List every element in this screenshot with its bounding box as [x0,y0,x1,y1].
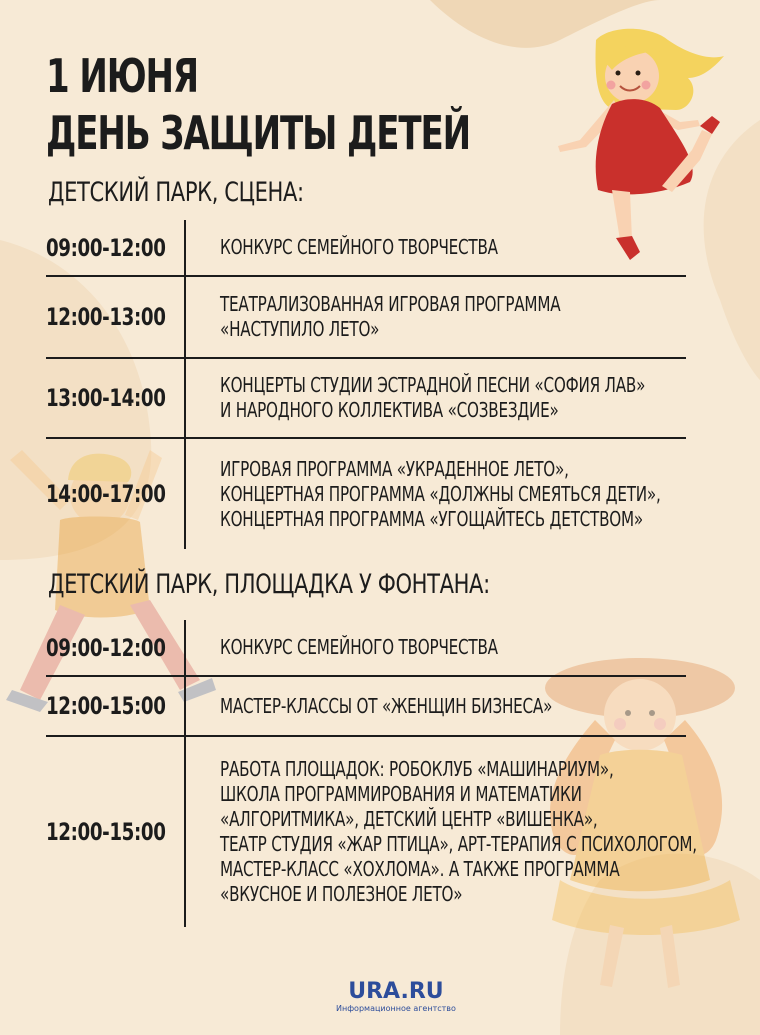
event-description: КОНКУРС СЕМЕЙНОГО ТВОРЧЕСТВА [220,235,498,259]
table-row [46,277,686,359]
logo-name: URA.RU [348,979,444,1004]
event-description: МАСТЕР-КЛАССЫ ОТ «ЖЕНЩИН БИЗНЕСА» [220,693,553,718]
event-description: КОНЦЕРТНАЯ ПРОГРАММА «УГОЩАЙТЕСЬ ДЕТСТВОМ» [220,506,643,531]
table-row [46,220,686,277]
time-slot: 12:00-15:00 [46,818,166,846]
time-slot: 09:00-12:00 [46,233,166,262]
event-description: ТЕАТРАЛИЗОВАННАЯ ИГРОВАЯ ПРОГРАММА [220,292,561,316]
page-title-event: ДЕНЬ ЗАЩИТЫ ДЕТЕЙ [46,106,471,160]
event-description: КОНЦЕРТЫ СТУДИИ ЭСТРАДНОЙ ПЕСНИ «СОФИЯ ЛАВ» [220,373,646,397]
event-description: ТЕАТР СТУДИЯ «ЖАР ПТИЦА», АРТ-ТЕРАПИЯ С ПСИХОЛОГОМ, [220,832,697,856]
event-description: РАБОТА ПЛОЩАДОК: РОБОКЛУБ «МАШИНАРИУМ», [220,757,614,781]
ura-ru-logo [336,980,456,1014]
time-slot: 13:00-14:00 [46,384,166,412]
time-slot: 14:00-17:00 [46,480,166,508]
event-description: «НАСТУПИЛО ЛЕТО» [220,317,380,341]
page-title-date: 1 ИЮНЯ [46,49,199,103]
event-description: ШКОЛА ПРОГРАММИРОВАНИЯ И МАТЕМАТИКИ [220,782,582,806]
time-slot: 12:00-15:00 [46,692,166,720]
table-row [46,359,686,439]
event-description: И НАРОДНОГО КОЛЛЕКТИВА «СОЗВЕЗДИЕ» [220,398,559,422]
table-row [46,620,686,677]
table-row [46,737,697,927]
event-description: ИГРОВАЯ ПРОГРАММА «УКРАДЕННОЕ ЛЕТО», [220,456,569,481]
table-row [46,439,686,549]
time-slot: 09:00-12:00 [46,633,166,662]
table-row [46,677,686,737]
section-heading-stage: ДЕТСКИЙ ПАРК, СЦЕНА: [48,177,304,208]
time-slot: 12:00-13:00 [46,303,166,331]
event-description: КОНКУРС СЕМЕЙНОГО ТВОРЧЕСТВА [220,635,498,659]
event-description: «АЛГОРИТМИКА», ДЕТСКИЙ ЦЕНТР «ВИШЕНКА», [220,807,598,831]
logo-tagline: Информационное агентство [336,1004,456,1013]
event-description: КОНЦЕРТНАЯ ПРОГРАММА «ДОЛЖНЫ СМЕЯТЬСЯ ДЕТИ», [220,481,661,506]
event-description: МАСТЕР-КЛАСС «ХОХЛОМА». А ТАКЖЕ ПРОГРАММА [220,857,620,881]
event-description: «ВКУСНОЕ И ПОЛЕЗНОЕ ЛЕТО» [220,882,463,906]
section-heading-fountain: ДЕТСКИЙ ПАРК, ПЛОЩАДКА У ФОНТАНА: [48,569,490,600]
